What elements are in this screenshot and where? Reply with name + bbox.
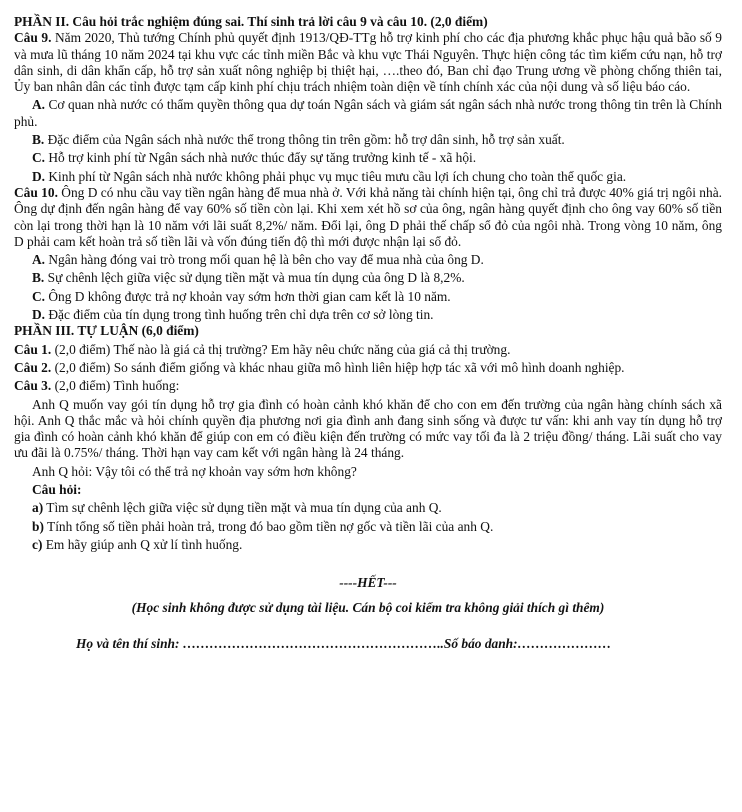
end-marker: ----HẾT--- xyxy=(339,575,397,591)
essay-q3-ask: Anh Q hỏi: Vậy tôi có thể trả nợ khoản vay sớm hơn không? xyxy=(32,463,357,479)
candidate-info-line: Họ và tên thí sinh: …………………………………………………..Số báo danh:………………… xyxy=(76,635,612,651)
question-10 xyxy=(14,185,722,250)
q10-option-c: C. Ông D không được trả nợ khoản vay sớm hơn thời gian cam kết là 10 năm. xyxy=(32,288,451,304)
question-10-label: Câu 10. xyxy=(14,184,58,200)
q10-option-b: B. Sự chênh lệch giữa việc sử dụng tiền mặt và mua tín dụng của ông D là 8,2%. xyxy=(32,270,465,286)
question-9-text: Năm 2020, Thủ tướng Chính phủ quyết định 1913/QĐ-TTg hỗ trợ kinh phí cho các địa phương khắc phục hậu quả bão số 9 và mưa lũ tháng 10 năm 2024 tại khu vực các tỉnh miền Bắc và khu vực Thái Nguyên. Thực hiện công tác tìm kiếm cứu nạn, hỗ trợ dân sinh, di dân khẩn cấp, hỗ trợ sản xuất nông nghiệp bị thiệt hại, ….theo đó, Ban chỉ đạo Trung ương về phòng chống thiên tai, Ủy ban nhân dân các tỉnh được tạm cấp kinh phí chịu trách nhiệm toàn diện về tính chính xác của nội dung và số liệu báo cáo. xyxy=(14,30,722,95)
question-10-text: Ông D có nhu cầu vay tiền ngân hàng để mua nhà ở. Với khả năng tài chính hiện tại, ông chỉ trả được 40% giá trị ngôi nhà. Ông dự định đến ngân hàng để vay 60% số tiền còn lại. Khi xem xét hồ sơ của ông, ngân hàng quyết định cho ông vay 60% số tiền còn lại trong thời hạn là 10 năm với lãi suất 8,2%/ năm. Đổi lại, ông D phải thế chấp sổ đỏ của ngôi nhà. Trong vòng 10 năm, ông D phải cam kết hoàn trả số tiền lãi và vốn đúng tiến độ thì mới được nhận lại sổ đỏ. xyxy=(14,184,722,249)
q9-option-b: B. Đặc điểm của Ngân sách nhà nước thể trong thông tin trên gồm: hỗ trợ dân sinh, hỗ trợ sản xuất. xyxy=(32,132,565,148)
essay-question-1: Câu 1. (2,0 điểm) Thế nào là giá cả thị trường? Em hãy nêu chức năng của giá cả thị trường. xyxy=(14,341,511,357)
q9-option-a: A. Cơ quan nhà nước có thẩm quyền thông qua dự toán Ngân sách và giám sát ngân sách nhà nước trong thông tin trên là Chính phủ. xyxy=(14,97,722,129)
question-9-label: Câu 9. xyxy=(14,30,52,46)
essay-question-2: Câu 2. (2,0 điểm) So sánh điểm giống và khác nhau giữa mô hình liên hiệp hợp tác xã với mô hình doanh nghiệp. xyxy=(14,359,625,375)
essay-q3-sub-c: c) Em hãy giúp anh Q xử lí tình huống. xyxy=(32,536,243,552)
q9-option-d: D. Kinh phí từ Ngân sách nhà nước không phải phục vụ mục tiêu mưu cầu lợi ích chung cho toàn thể quốc gia. xyxy=(32,168,627,184)
exam-note: (Học sinh không được sử dụng tài liệu. Cán bộ coi kiểm tra không giải thích gì thêm) xyxy=(131,599,605,615)
part2-title: PHẦN II. Câu hỏi trắc nghiệm đúng sai. Thí sinh trả lời câu 9 và câu 10. (2,0 điểm) xyxy=(14,14,488,29)
q10-option-a: A. Ngân hàng đóng vai trò trong mối quan hệ là bên cho vay để mua nhà của ông D. xyxy=(32,252,484,268)
essay-question-3: Câu 3. (2,0 điểm) Tình huống: xyxy=(14,378,180,394)
part3-title: PHẦN III. TỰ LUẬN (6,0 điểm) xyxy=(14,323,199,339)
essay-q3-sub-b: b) Tính tổng số tiền phải hoàn trả, trong đó bao gồm tiền nợ gốc và tiền lãi của anh Q. xyxy=(32,518,494,534)
q9-option-c: C. Hỗ trợ kinh phí từ Ngân sách nhà nước thúc đẩy sự tăng trưởng kinh tế - xã hội. xyxy=(32,150,477,166)
q10-option-d: D. Đặc điểm của tín dụng trong tình huống trên chỉ dựa trên cơ sở lòng tin. xyxy=(32,307,434,323)
essay-q3-sub-a: a) Tìm sự chênh lệch giữa việc sử dụng tiền mặt và mua tín dụng của anh Q. xyxy=(32,500,442,516)
question-9 xyxy=(14,30,722,95)
essay-q3-scenario: Anh Q muốn vay gói tín dụng hỗ trợ gia đình có hoàn cảnh khó khăn để cho con em đến trường của ngân hàng chính sách xã hội. Anh Q thắc mắc và hỏi chính quyền địa phương nơi gia đình anh đang sinh sống và được tư vấn: khi anh vay tín dụng hỗ trợ gia đình có hoàn cảnh khó khăn để giúp con em có điều kiện đến trường có mức vay tối đa là 2 triệu đồng/ tháng. Lãi suất cho vay ưu đãi là 0.75%/ tháng. Thời hạn vay cam kết với ngân hàng là 24 tháng. xyxy=(14,396,722,461)
essay-q3-sub-label: Câu hỏi: xyxy=(32,482,82,498)
